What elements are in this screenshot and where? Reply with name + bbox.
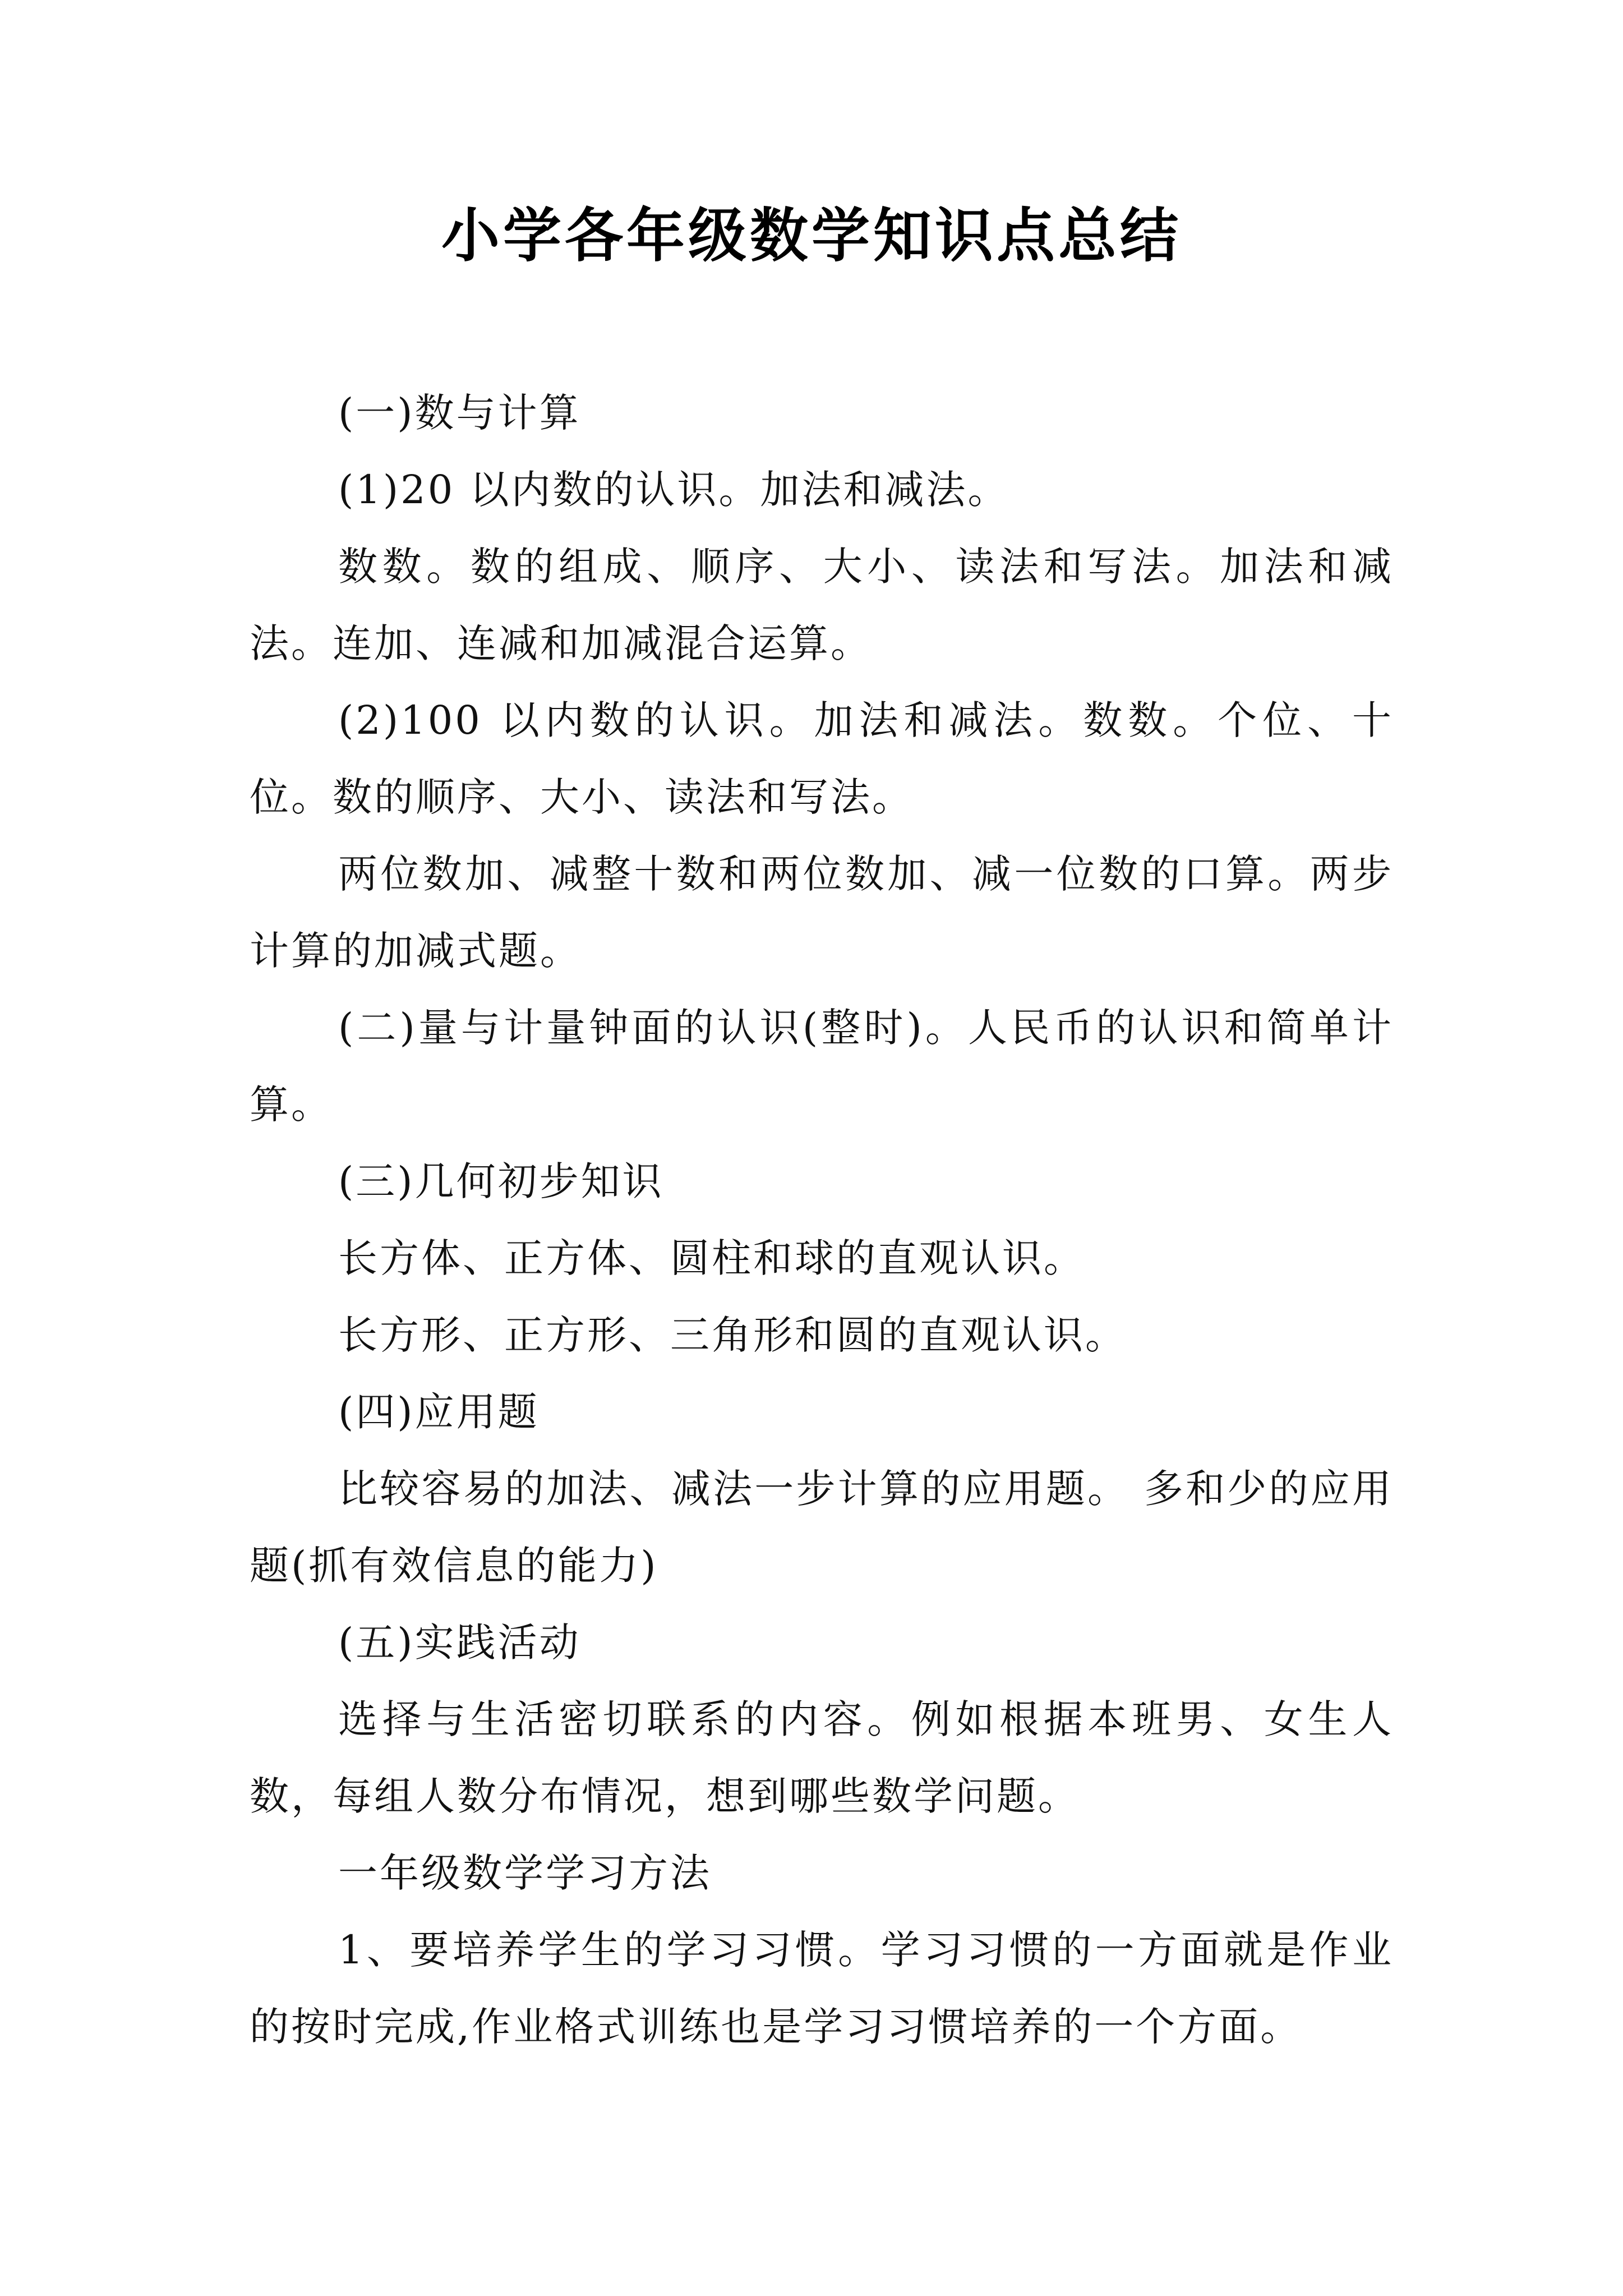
paragraph: 选择与生活密切联系的内容。例如根据本班男、女生人数，每组人数分布情况，想到哪些数学问题。	[250, 1696, 1394, 1819]
paragraph: (2)100 以内数的认识。加法和减法。数数。个位、十位。数的顺序、大小、读法和写法。	[250, 697, 1394, 820]
paragraph-section-2: (二)量与计量钟面的认识(整时)。人民币的认识和简单计算。	[250, 1005, 1394, 1128]
paragraph-section-5-heading: (五)实践活动	[338, 1619, 581, 1665]
paragraph: 比较容易的加法、减法一步计算的应用题。 多和少的应用题(抓有效信息的能力)	[250, 1466, 1394, 1589]
paragraph: 数数。数的组成、顺序、大小、读法和写法。加法和减法。连加、连减和加减混合运算。	[250, 544, 1394, 666]
paragraph-subheading: 一年级数学学习方法	[338, 1850, 712, 1896]
paragraph: (1)20 以内数的认识。加法和减法。	[338, 467, 1009, 513]
paragraph: 长方形、正方形、三角形和圆的直观认识。	[338, 1312, 1127, 1358]
paragraph: 长方体、正方体、圆柱和球的直观认识。	[338, 1235, 1085, 1281]
document-title: 小学各年级数学知识点总结	[441, 201, 1182, 270]
paragraph-section-3-heading: (三)几何初步知识	[338, 1158, 664, 1204]
paragraph-section-4-heading: (四)应用题	[338, 1389, 540, 1435]
paragraph: 两位数加、减整十数和两位数加、减一位数的口算。两步计算的加减式题。	[250, 851, 1394, 974]
paragraph: 1、要培养学生的学习习惯。学习习惯的一方面就是作业的按时完成,作业格式训练也是学习习惯培养的一个方面。	[250, 1927, 1394, 2050]
document-body	[250, 375, 1394, 2065]
paragraph-section-1-heading: (一)数与计算	[338, 390, 581, 436]
